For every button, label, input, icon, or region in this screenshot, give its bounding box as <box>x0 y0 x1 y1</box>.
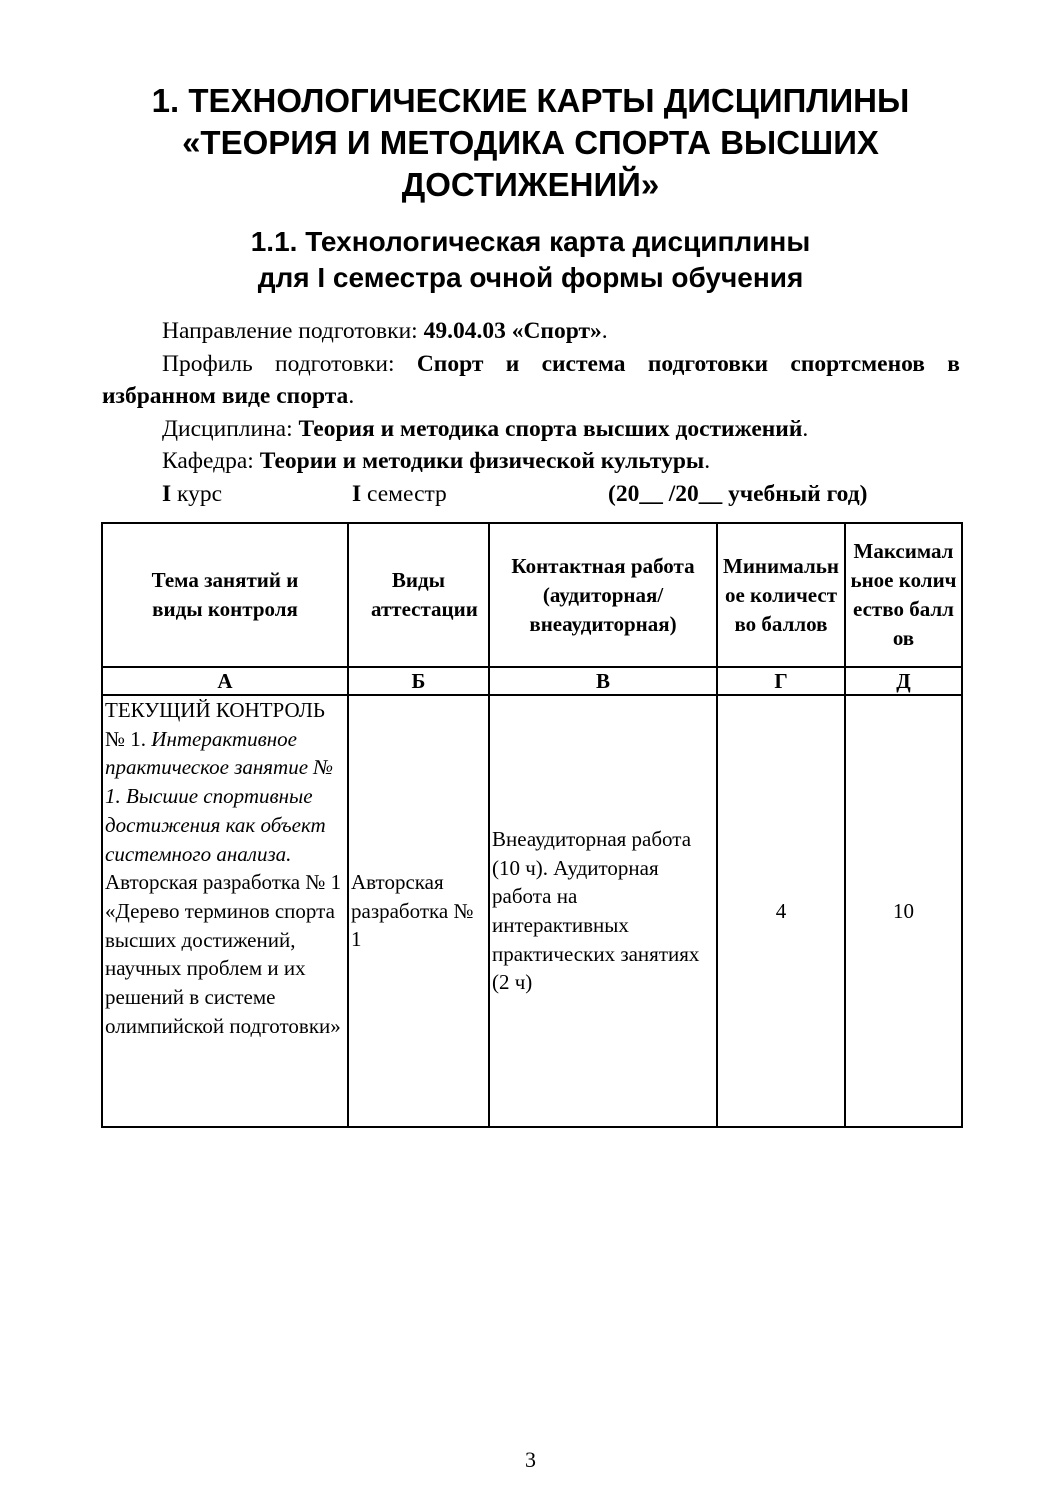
section-title <box>60 224 1001 296</box>
profile-line: Профиль подготовки: Спорт и система подготовки спортсменов в избранном виде спорта. <box>102 350 960 409</box>
technology-map-table <box>101 522 963 1128</box>
topic-author-work: Авторская разработка № 1 «Дерево терминов спорта высших достижений, научных проблем и их решений в системе олимпийской подготовки» <box>105 870 342 1038</box>
academic-year: (20__ /20__ учебный год) <box>608 480 868 507</box>
letter-e: Д <box>845 667 962 695</box>
table-row <box>102 695 962 1127</box>
section-title-line-1: 1.1. Технологическая карта дисциплины <box>250 226 811 257</box>
course-label: курс <box>171 480 223 507</box>
header-contact: Контактная работа (аудиторная/ внеаудиторная) <box>489 523 717 667</box>
course <box>162 478 222 511</box>
department-label: Кафедра: <box>162 448 260 474</box>
semester-label: семестр <box>361 480 447 507</box>
topic-control-label: ТЕКУЩИЙ КОНТРОЛЬ № 1. <box>105 698 325 751</box>
header-min-score: Минимальное количество баллов <box>717 523 845 667</box>
semester <box>352 478 447 511</box>
department-value: Теории и методики физической культуры <box>259 448 705 474</box>
letter-b: Б <box>348 667 489 695</box>
section-title-line-2: для I семестра очной формы обучения <box>257 262 804 293</box>
chapter-title-line-3: ДОСТИЖЕНИЙ» <box>401 166 660 203</box>
chapter-title-line-1: 1. ТЕХНОЛОГИЧЕСКИЕ КАРТЫ ДИСЦИПЛИНЫ <box>151 82 910 119</box>
profile-value: Спорт и система подготовки спортсменов в избранном виде спорта <box>102 350 960 409</box>
topic-lesson-title: Интерактивное практическое занятие № 1. Высшие спортивные достижения как объект системного анализа. <box>105 726 334 866</box>
course-semester-line <box>102 478 960 512</box>
header-attestation: Виды аттестации <box>348 523 489 667</box>
direction-line: Направление подготовки: 49.04.03 «Спорт». <box>162 318 608 344</box>
header-max-score: Максимальное количество баллов <box>845 523 962 667</box>
profile-label: Профиль подготовки: <box>162 350 417 377</box>
direction-value: 49.04.03 «Спорт» <box>423 318 602 344</box>
contact-work-cell: Внеаудиторная работа (10 ч). Аудиторная работа на интерактивных практических занятиях (2 ч) <box>489 695 717 1127</box>
discipline-label: Дисциплина: <box>162 415 299 442</box>
department-line: Кафедра: Теории и методики физической культуры. <box>162 448 711 474</box>
chapter-title <box>60 80 1001 206</box>
semester-number: I <box>352 480 362 507</box>
max-score-cell: 10 <box>845 695 962 1127</box>
attestation-cell: Авторская разработка № 1 <box>348 695 489 1127</box>
topic-cell <box>102 695 348 1127</box>
min-score-cell: 4 <box>717 695 845 1127</box>
discipline-line: Дисциплина: Теория и методика спорта высших достижений. <box>162 415 809 442</box>
letter-d: Г <box>717 667 845 695</box>
discipline-info <box>102 315 960 512</box>
page-number: 3 <box>525 1447 536 1472</box>
direction-label: Направление подготовки: <box>162 318 424 344</box>
table-header-row <box>102 523 962 667</box>
letter-c: В <box>489 667 717 695</box>
letter-a: А <box>102 667 348 695</box>
header-topic: Тема занятий и виды контроля <box>102 523 348 667</box>
chapter-title-line-2: «ТЕОРИЯ И МЕТОДИКА СПОРТА ВЫСШИХ <box>182 124 879 161</box>
table-letter-row <box>102 667 962 695</box>
course-number: I <box>162 480 172 507</box>
discipline-value: Теория и методика спорта высших достижений <box>298 415 803 442</box>
